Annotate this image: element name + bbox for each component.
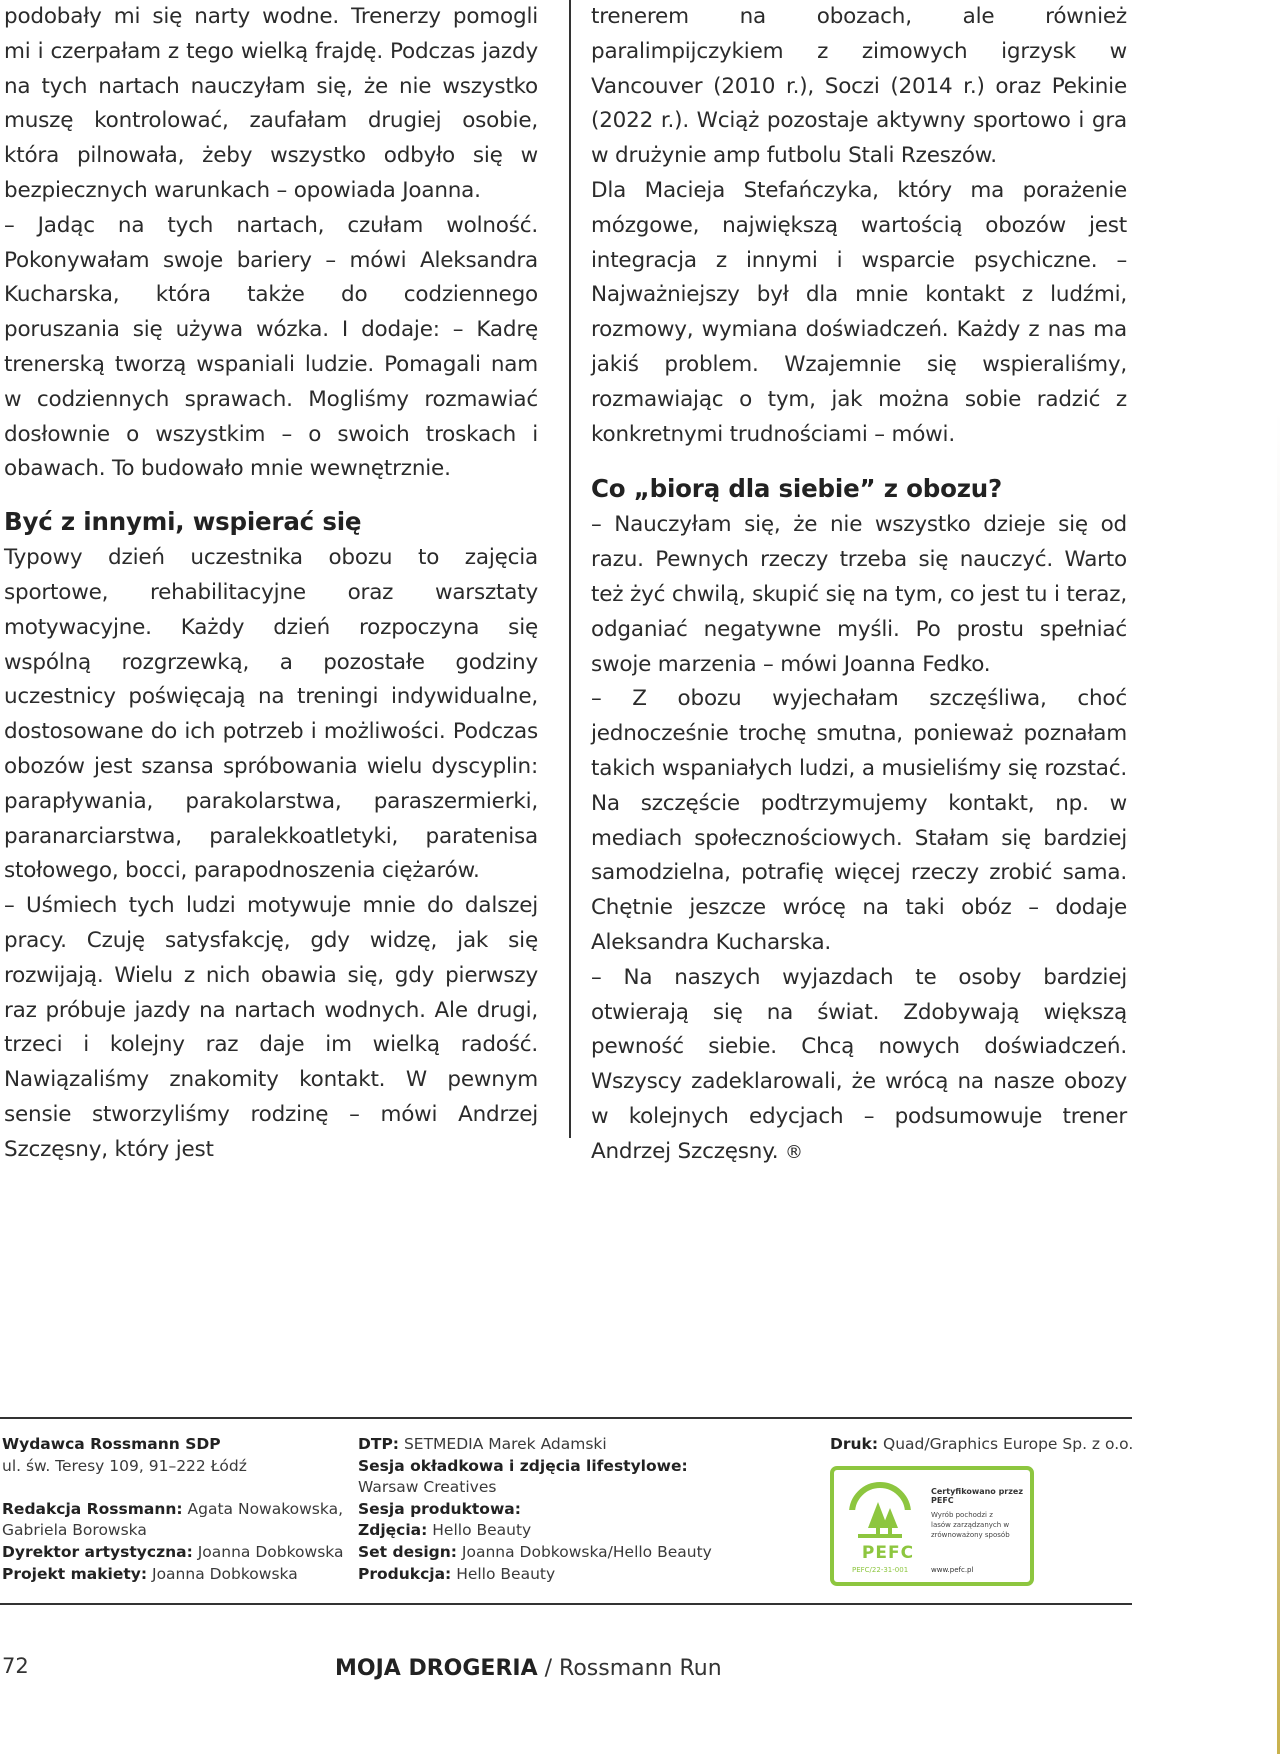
credit-layout: Projekt makiety: Joanna Dobkowska	[2, 1564, 298, 1583]
article-last-text: – Na naszych wyjazdach te osoby bardziej otwierają się na świat. Zdobywają większą pewność siebie. Chcą nowych doświadczeń. Wszyscy zadeklarowali, że wrócą na nasze obozy w kolejnych edycjach – podsumowuje trener Andrzej Szczęsny.	[591, 964, 1127, 1164]
running-footer	[335, 1656, 722, 1681]
credit-art-director: Dyrektor artystyczna: Joanna Dobkowska	[2, 1542, 344, 1561]
magazine-title: MOJA DROGERIA	[335, 1656, 538, 1681]
credits-production-block	[358, 1434, 738, 1585]
pefc-wordmark: PEFC	[861, 1543, 915, 1563]
article-paragraph: – Jadąc na tych nartach, czułam wolność. Pokonywałam swoje bariery – mówi Aleksandra Kucharska, która także do codziennego poruszania się używa wózka. I dodaje: – Kadrę trenerską tworzą wspaniali ludzie. Pomagali nam w codziennych sprawach. Mogliśmy rozmawiać dosłownie o wszystkim – o swoich troskach i obawach. To budowało mnie wewnętrznie.	[4, 212, 538, 482]
footer-separator: /	[537, 1656, 560, 1681]
credit-photos: Zdjęcia: Hello Beauty	[358, 1521, 532, 1540]
credit-cover-session-label: Sesja okładkowa i zdjęcia lifestylowe:	[358, 1456, 688, 1475]
credit-editors: Redakcja Rossmann: Agata Nowakowska,	[2, 1499, 344, 1518]
credit-product-session: Sesja produktowa:	[358, 1499, 521, 1518]
credits-top-rule	[0, 1417, 1132, 1419]
credits-print-block	[830, 1434, 1134, 1456]
pefc-code: PEFC/22-31-001	[852, 1566, 909, 1574]
column-divider	[569, 0, 571, 1138]
article-paragraph-last	[591, 961, 1127, 1171]
section-heading: Co „biorą dla siebie” z obozu?	[591, 474, 1003, 504]
pefc-url: www.pefc.pl	[931, 1566, 974, 1574]
article-paragraph: – Z obozu wyjechałam szczęśliwa, choć jednocześnie trochę smutna, ponieważ poznałam takich wspaniałych ludzi, a musieliśmy się rozstać. Na szczęście podtrzymujemy kontakt, np. w mediach społecznościowych. Stałam się bardziej samodzielna, potrafię więcej rzeczy zrobić sama. Chętnie jeszcze wrócę na taki obóz – dodaje Aleksandra Kucharska.	[591, 686, 1127, 955]
pefc-description: Wyrób pochodzi z lasów zarządzanych w zrównoważony sposób	[931, 1511, 1010, 1539]
credit-editors-cont: Gabriela Borowska	[2, 1521, 147, 1540]
article-left-column	[4, 0, 538, 1168]
credit-set-design: Set design: Joanna Dobkowska/Hello Beauty	[358, 1542, 712, 1561]
article-paragraph: – Uśmiech tych ludzi motywuje mnie do dalszej pracy. Czuję satysfakcję, gdy widzę, jak się rozwijają. Wielu z nich obawia się, gdy pierwszy raz próbuje jazdy na nartach wodnych. Ale drugi, trzeci i kolejny raz daje im wielką radość. Nawiązaliśmy znakomity kontakt. W pewnym sensie stworzyliśmy rodzinę – mówi Andrzej Szczęsny, który jest	[4, 893, 538, 1162]
article-paragraph: Typowy dzień uczestnika obozu to zajęcia sportowe, rehabilitacyjne oraz warsztaty motywacyjne. Każdy dzień rozpoczyna się wspólną rozgrzewką, a pozostałe godziny uczestnicy poświęcają na treningi indywidualne, dostosowane do ich potrzeb i możliwości. Podczas obozów jest szansa spróbowania wielu dyscyplin: parapływania, parakolarstwa, paraszermierki, paranarciarstwa, paralekkoatletyki, paratenisa stołowego, bocci, parapodnoszenia ciężarów.	[4, 545, 538, 884]
section-heading: Być z innymi, wspierać się	[4, 507, 362, 537]
publisher-name: Wydawca Rossmann SDP	[2, 1435, 221, 1453]
article-paragraph: trenerem na obozach, ale również paralimpijczykiem z zimowych igrzysk w Vancouver (2010 r.), Soczi (2014 r.) oraz Pekinie (2022 r.). Wciąż pozostaje aktywny sportowo i gra w drużynie amp futbolu Stali Rzeszów.	[591, 4, 1127, 169]
pefc-title: Certyfikowano przez PEFC	[931, 1487, 1023, 1505]
credits-bottom-rule	[0, 1603, 1132, 1605]
section-title: Rossmann Run	[559, 1656, 722, 1681]
pefc-certificate-badge	[830, 1466, 1034, 1586]
credits-publisher-block	[2, 1434, 342, 1585]
end-of-article-icon: ®	[784, 1141, 803, 1163]
article-paragraph: podobały mi się narty wodne. Trenerzy pomogli mi i czerpałam z tego wielką frajdę. Podczas jazdy na tych nartach nauczyłam się, że nie wszystko muszę kontrolować, zaufałam drugiej osobie, która pilnowała, żeby wszystko odbyło się w bezpiecznych warunkach – opowiada Joanna.	[4, 4, 538, 203]
article-paragraph: Dla Macieja Stefańczyka, który ma porażenie mózgowe, największą wartością obozów jest integracja z innymi i wsparcie psychiczne. – Najważniejszy był dla mnie kontakt z ludźmi, rozmowy, wymiana doświadczeń. Każdy z nas ma jakiś problem. Wzajemnie się wspieraliśmy, rozmawiając o tym, jak można sobie radzić z konkretnymi trudnościami – mówi.	[591, 177, 1127, 447]
page-number: 72	[2, 1654, 29, 1678]
pefc-tree-logo-icon	[846, 1482, 914, 1544]
credit-dtp: DTP: SETMEDIA Marek Adamski	[358, 1435, 607, 1453]
article-right-column	[591, 0, 1127, 1171]
credit-print: Druk: Quad/Graphics Europe Sp. z o.o.	[830, 1435, 1134, 1453]
publisher-address: ul. św. Teresy 109, 91–222 Łódź	[2, 1456, 247, 1475]
article-paragraph: – Nauczyłam się, że nie wszystko dzieje się od razu. Pewnych rzeczy trzeba się nauczyć. Warto też żyć chwilą, skupić się na tym, co jest tu i teraz, odganiać negatywne myśli. Po prostu spełniać swoje marzenia – mówi Joanna Fedko.	[591, 512, 1127, 677]
credit-cover-session-value: Warsaw Creatives	[358, 1478, 497, 1497]
credit-production: Produkcja: Hello Beauty	[358, 1564, 556, 1583]
